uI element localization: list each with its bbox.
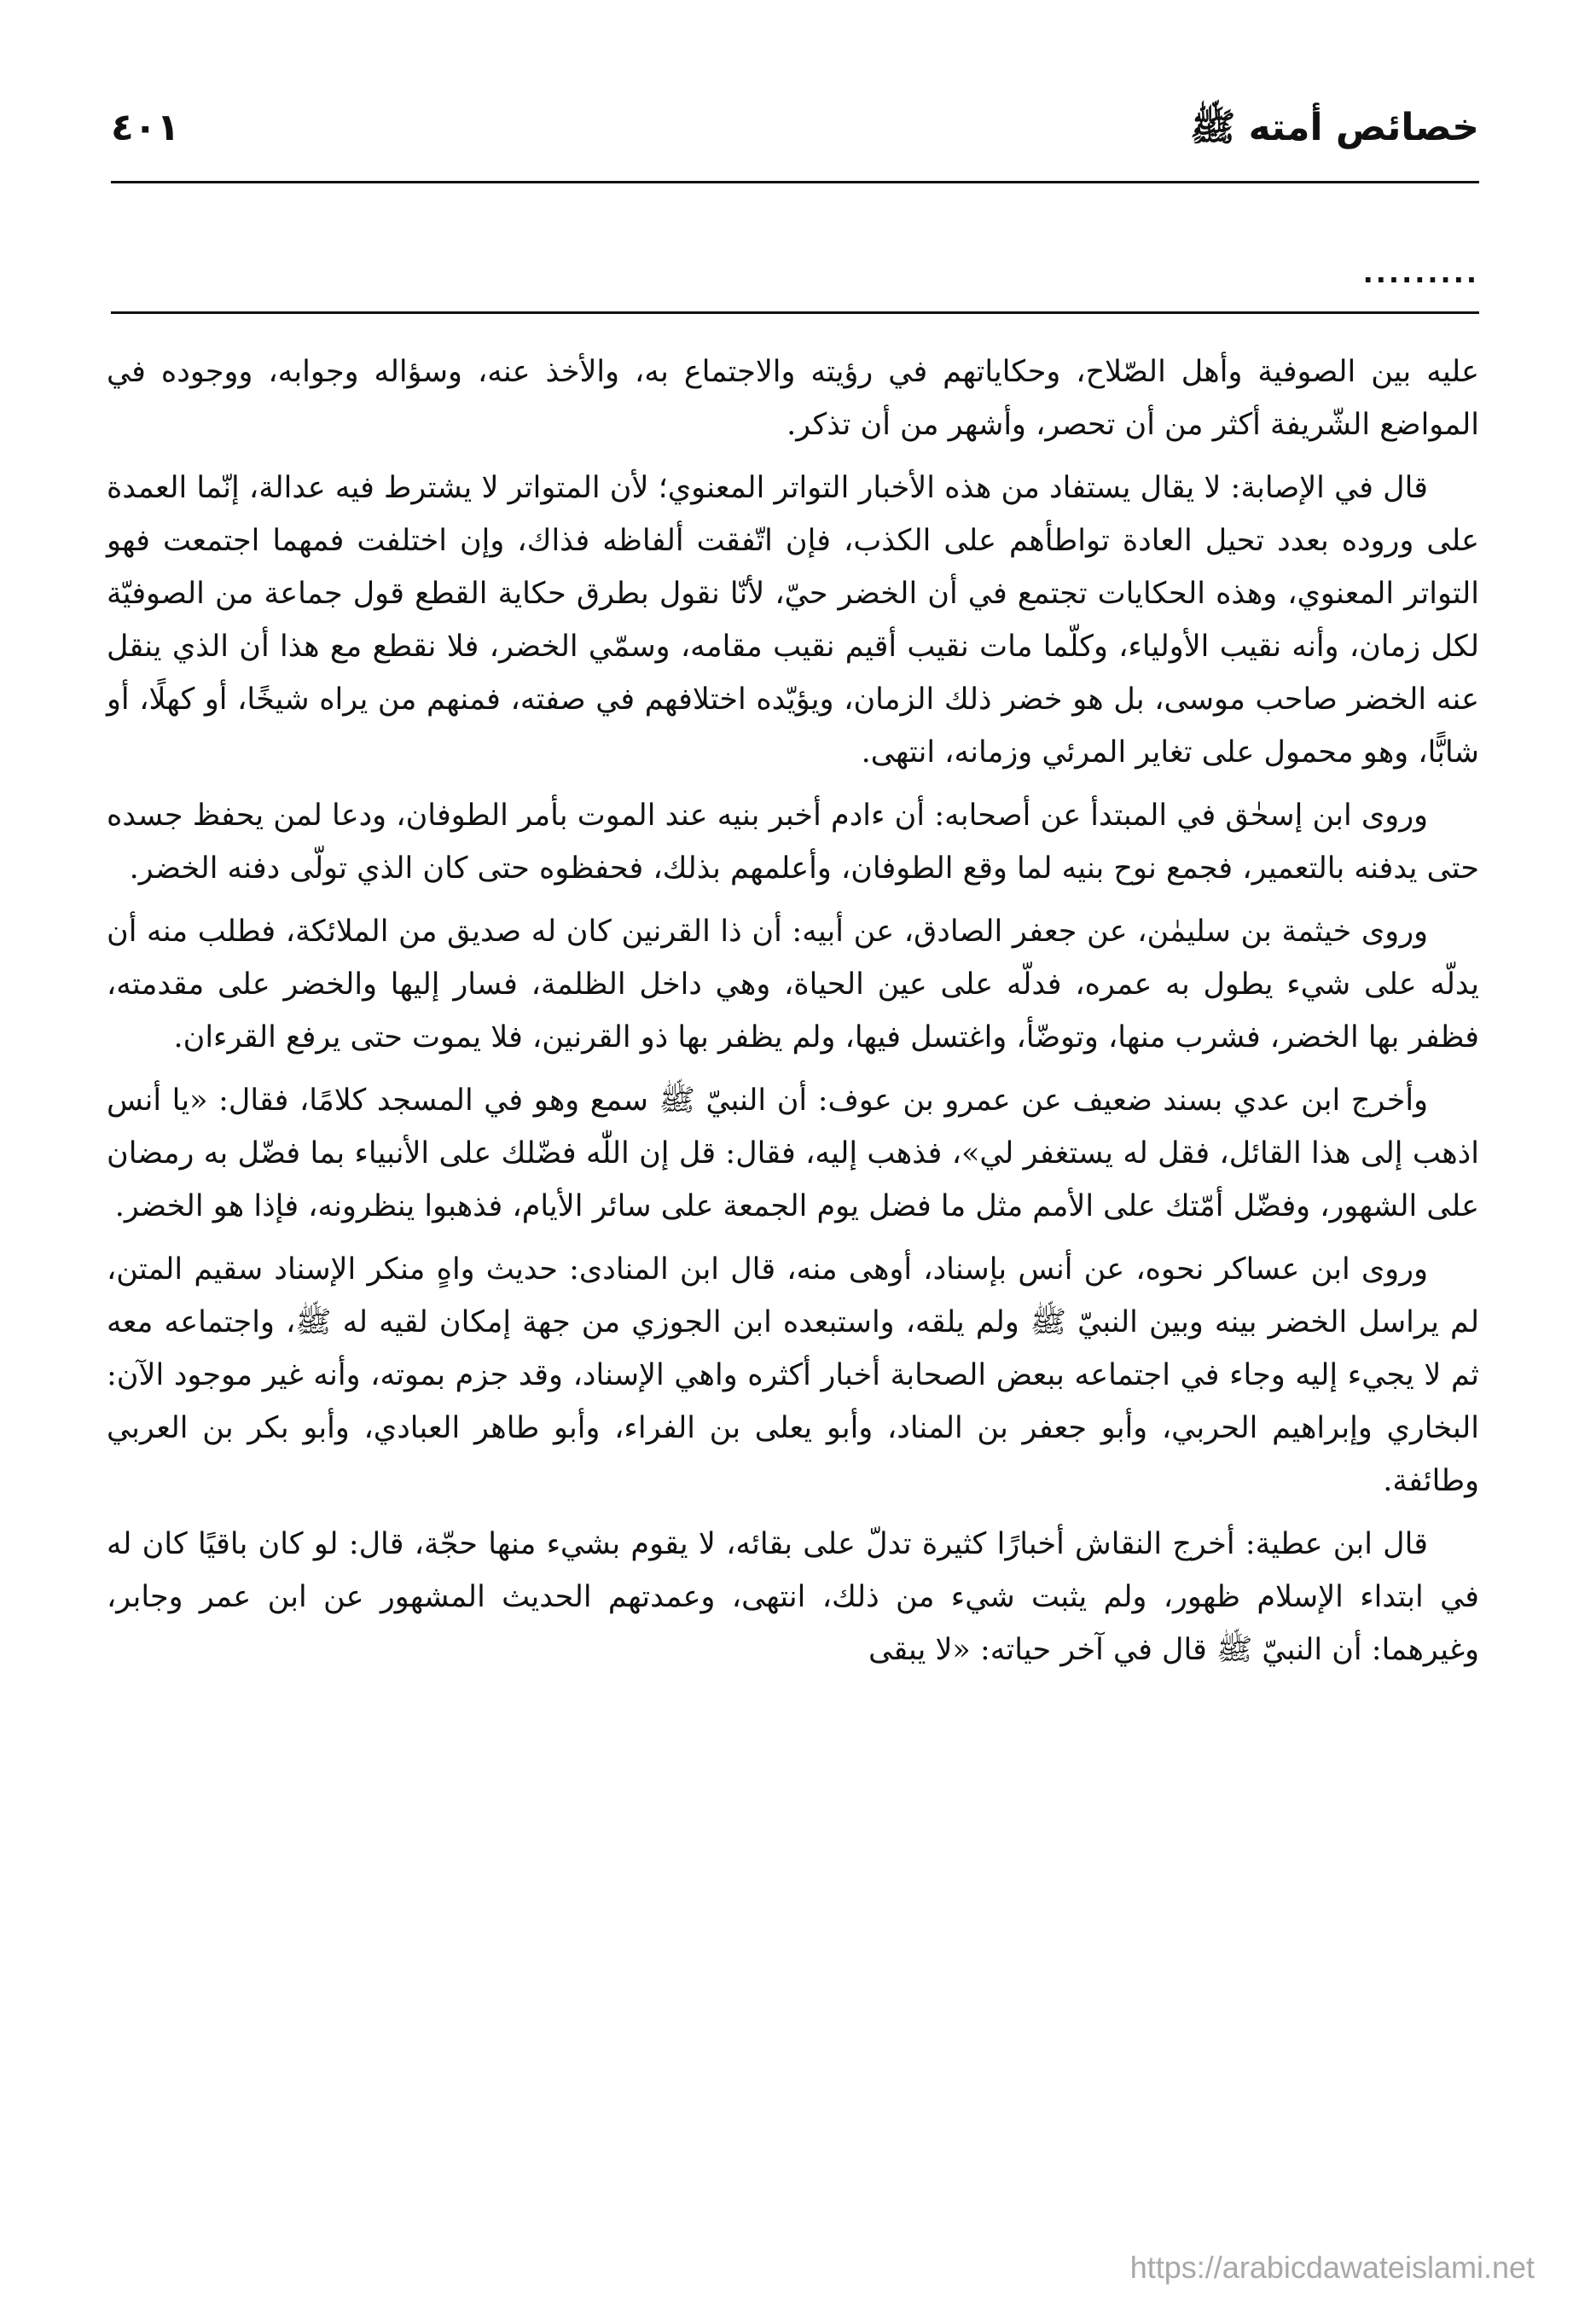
paragraph: وروى ابن إسحٰق في المبتدأ عن أصحابه: أن ءادم أخبر بنيه عند الموت بأمر الطوفان، ودعا لمن يحفظ جسده حتى يدفنه بالتعمير، فجمع نوح بنيه لما وقع الطوفان، وأعلمهم بذلك، فحفظوه حتى كان الذي تولّى دفنه الخضر. bbox=[107, 799, 1479, 886]
paragraph: وروى خيثمة بن سليمٰن، عن جعفر الصادق، عن أبيه: أن ذا القرنين كان له صديق من الملائكة، فطلب منه أن يدلّه على شيء يطول به عمره، فدلّه على عين الحياة، وهي داخل الظلمة، فسار إليها والخضر على مقدمته، فظفر بها الخضر، فشرب منها، وتوضّأ، واغتسل فيها، ولم يظفر بها ذو القرنين، فلا يموت حتى يرفع القرءان. bbox=[107, 915, 1479, 1055]
footnote-continuation-dots: ......... bbox=[1362, 257, 1479, 289]
paragraph: وروى ابن عساكر نحوه، عن أنس بإسناد، أوهى منه، قال ابن المنادى: حديث واهٍ منكر الإسناد سقيم المتن، لم يراسل الخضر بينه وبين النبيّ ﷺ ولم يلقه، واستبعده ابن الجوزي من جهة إمكان لقيه له ﷺ، واجتماعه معه ثم لا يجيء إليه وجاء في اجتماعه ببعض الصحابة أخبار أكثره واهي الإسناد، وقد جزم بموته، وأنه غير موجود الآن: البخاري وإبراهيم الحربي، وأبو جعفر بن المناد، وأبو يعلى بن الفراء، وأبو طاهر العبادي، وأبو بكر بن العربي وطائفة. bbox=[107, 1252, 1479, 1498]
page-number: ٤٠١ bbox=[111, 106, 180, 149]
footnote-rule bbox=[111, 311, 1479, 314]
paragraph: قال في الإصابة: لا يقال يستفاد من هذه الأخبار التواتر المعنوي؛ لأن المتواتر لا يشترط فيه عدالة، إنّما العمدة على وروده بعدد تحيل العادة تواطأهم على الكذب، فإن اتّفقت ألفاظه فذاك، وإن اختلفت فمهما اجتمعت فهو التواتر المعنوي، وهذه الحكايات تجتمع في أن الخضر حيّ، لأنّا نقول بطرق حكاية القطع قول جماعة من الصوفيّة لكل زمان، وأنه نقيب الأولياء، وكلّما مات نقيب أقيم نقيب مقامه، وسمّي الخضر، فلا نقطع مع هذا أن الذي ينقل عنه الخضر صاحب موسى، بل هو خضر ذلك الزمان، ويؤيّده اختلافهم في صفته، فمنهم من يراه شيخًا، أو كهلًا، أو شابًّا، وهو محمول على تغاير المرئي وزمانه، انتهى. bbox=[107, 471, 1479, 770]
paragraph: وأخرج ابن عدي بسند ضعيف عن عمرو بن عوف: أن النبيّ ﷺ سمع وهو في المسجد كلامًا، فقال: «يا أنس اذهب إلى هذا القائل، فقل له يستغفر لي»، فذهب إليه، فقال: قل إن اللّٰه فضّلك على الأنبياء بما فضّل به رمضان على الشهور، وفضّل أمّتك على الأمم مثل ما فضل يوم الجمعة على سائر الأيام، فذهبوا ينظرونه، فإذا هو الخضر. bbox=[107, 1084, 1479, 1223]
body-text bbox=[107, 346, 1479, 1687]
header-rule bbox=[111, 181, 1479, 183]
running-title: خصائص أمته ﷺ bbox=[1190, 106, 1479, 149]
paragraph-continuation: عليه بين الصوفية وأهل الصّلاح، وحكاياتهم في رؤيته والاجتماع به، والأخذ عنه، وسؤاله وجوابه، ووجوده في المواضع الشّريفة أكثر من أن تحصر، وأشهر من أن تذكر. bbox=[107, 355, 1479, 442]
source-watermark: https://arabicdawateislami.net bbox=[1129, 2250, 1535, 2285]
paragraph: قال ابن عطية: أخرج النقاش أخبارًا كثيرة تدلّ على بقائه، لا يقوم بشيء منها حجّة، قال: لو كان باقيًا كان له في ابتداء الإسلام ظهور، ولم يثبت شيء من ذلك، انتهى، وعمدتهم الحديث المشهور عن ابن عمر وجابر، وغيرهما: أن النبيّ ﷺ قال في آخر حياته: «لا يبقى bbox=[107, 1527, 1479, 1667]
page-header bbox=[111, 94, 1479, 162]
